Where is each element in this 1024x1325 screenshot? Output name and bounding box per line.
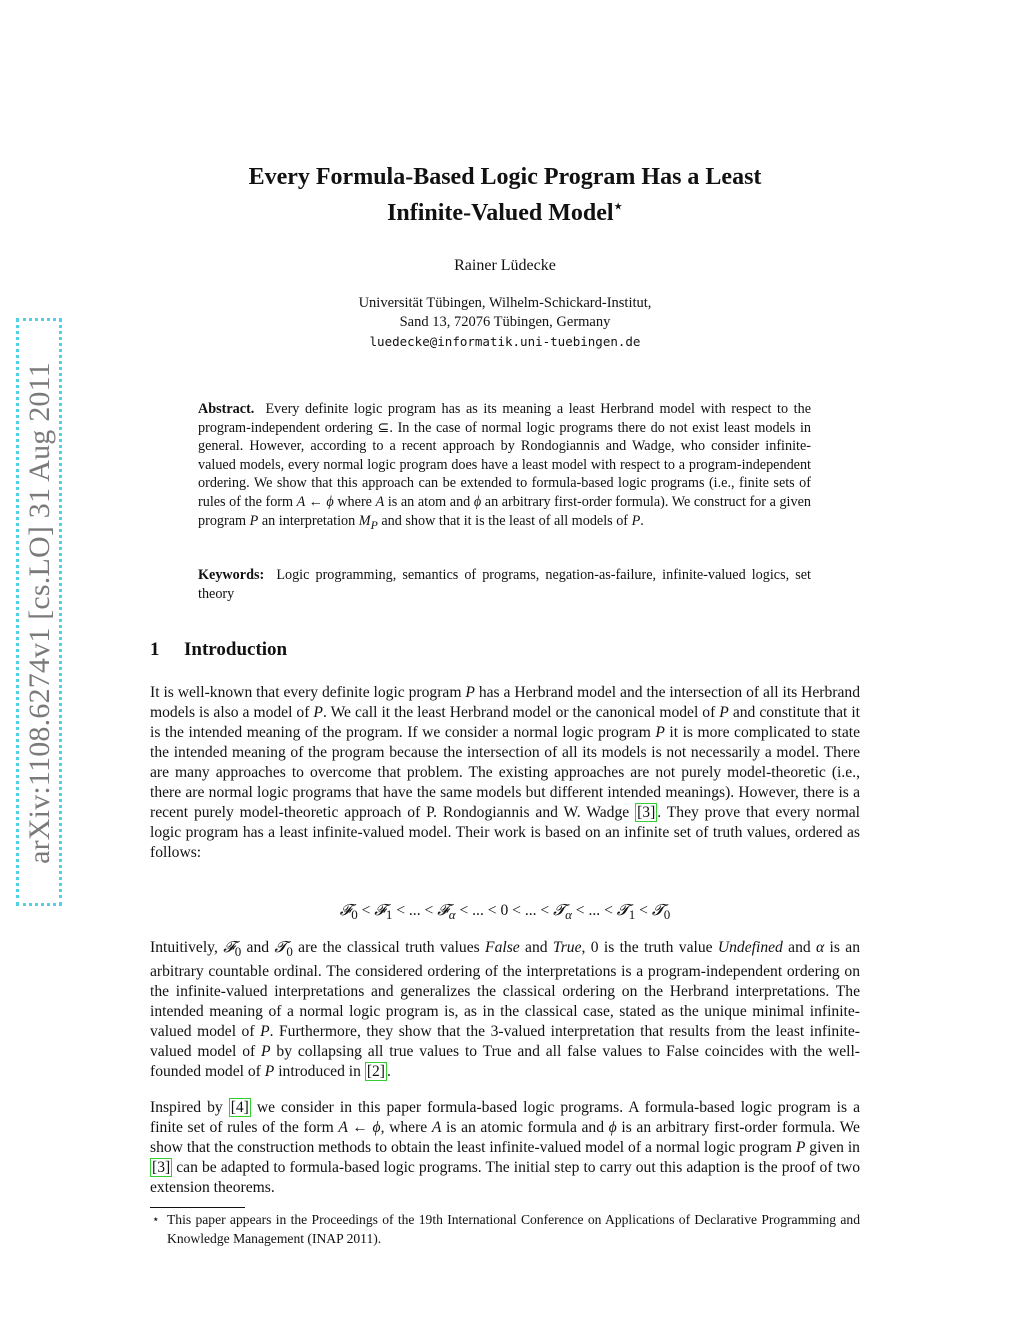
p3-math-formula: ϕ <box>608 1119 617 1136</box>
t-zero: 𝓣 <box>651 902 664 919</box>
t-alpha: 𝓣 <box>553 902 566 919</box>
citation-link[interactable]: [2] <box>366 1063 385 1081</box>
p1-text-6: . They prove that every normal logic program has a least infinite-valued model. Their work is based on an infinite set of truth values, ordered as follows: <box>150 804 860 861</box>
dots-2: ... <box>472 902 484 919</box>
abstract-math-formula: ϕ <box>473 493 482 510</box>
p2-text-11: . <box>387 1063 391 1081</box>
p2-text-4: and <box>519 939 553 956</box>
intro-paragraph-3 <box>150 1098 860 1198</box>
t-zero-sub: 0 <box>663 907 671 923</box>
arxiv-identifier[interactable]: arXiv:1108.6274v1 [cs.LO] 31 Aug 2011 <box>23 362 56 864</box>
p1-math-3: P <box>719 704 729 721</box>
p2-text-1: Intuitively, <box>150 939 224 956</box>
abstract-text-6: and show that it is the least of all models of <box>377 512 632 529</box>
keywords-label: Keywords: <box>198 567 265 583</box>
lt-8: < <box>571 902 589 919</box>
p2-math-alpha: α <box>816 939 825 956</box>
p2-text-5: , 0 is the truth value <box>581 939 718 956</box>
footnote-text: This paper appears in the Proceedings of the 19th International Conference on Applications of Declarative Programming and Knowledge Management (INAP 2011). <box>167 1212 860 1246</box>
abstract-math-program-2: P <box>631 512 641 529</box>
abstract-text-4: an arbitrary first-order formula). We construct for a given program <box>198 493 811 529</box>
f-one: 𝓕 <box>374 902 386 919</box>
dots-4: ... <box>588 902 601 919</box>
p3-text-7: can be adapted to formula-based logic programs. The initial step to carry out this adaption is the proof of two extension theorems. <box>150 1159 860 1196</box>
section-title: Introduction <box>184 639 288 660</box>
zero-value: 0 <box>500 902 509 919</box>
footnote-rule <box>150 1207 245 1208</box>
p2-text-8: . Furthermore, they show that the 3-valued interpretation that results from the least infinite-valued model of <box>150 1023 860 1061</box>
t-alpha-sub: α <box>565 907 572 923</box>
abstract-text-5: an interpretation <box>258 512 359 529</box>
p2-emph-false: False <box>485 939 520 956</box>
p2-math-f: 𝓕 <box>223 939 235 956</box>
f-zero-sub: 0 <box>351 907 358 923</box>
affiliation-line-1: Universität Tübingen, Wilhelm-Schickard-Institut, <box>358 295 652 311</box>
p2-text-2: and <box>241 939 275 956</box>
p3-text-4: is an atomic formula and <box>441 1119 609 1136</box>
t-one: 𝓣 <box>616 902 629 919</box>
p3-text-2: we consider in this paper formula-based logic programs. A formula-based logic program is a finite set of rules of the form <box>150 1099 860 1136</box>
author-name: Rainer Lüdecke <box>454 257 556 274</box>
p3-text-3: , where <box>380 1119 432 1136</box>
citation-link[interactable]: [4] <box>230 1099 249 1116</box>
dots-1: ... <box>408 902 421 919</box>
p2-math-t-sub: 0 <box>286 944 293 960</box>
section-number: 1 <box>150 639 160 660</box>
abstract-text-7: . <box>640 512 644 529</box>
p2-text-6: and <box>782 939 817 956</box>
p2-math-t: 𝓣 <box>274 939 287 956</box>
abstract-math-interpretation: M <box>358 512 371 529</box>
author-email[interactable]: luedecke@informatik.uni-tuebingen.de <box>369 334 641 349</box>
title-footnote-mark[interactable]: ⋆ <box>613 199 623 215</box>
truth-value-ordering <box>150 900 860 926</box>
p2-emph-true: True <box>552 939 582 956</box>
p2-math-p-3: P <box>264 1063 275 1081</box>
keywords-text: Logic programming, semantics of programs, negation-as-failure, infinite-valued logics, set theory <box>198 567 811 602</box>
lt-3: < <box>420 902 438 919</box>
lt-5: < <box>483 902 501 919</box>
lt-7: < <box>536 902 554 919</box>
intro-paragraph-2 <box>150 938 860 1082</box>
abstract-math-interpretation-sub: P <box>370 517 378 532</box>
p2-math-f-sub: 0 <box>234 944 242 960</box>
intro-paragraph-1 <box>150 683 860 863</box>
paper-title <box>150 162 860 228</box>
f-one-sub: 1 <box>385 907 393 923</box>
footnote <box>150 1211 860 1248</box>
section-heading <box>150 638 860 662</box>
lt-2: < <box>392 902 409 919</box>
p3-text-6: given in <box>805 1139 860 1156</box>
abstract-math-program: P <box>249 512 259 529</box>
p1-math-4: P <box>655 724 665 741</box>
f-alpha: 𝓕 <box>437 902 449 919</box>
p2-text-3: are the classical truth values <box>292 939 486 956</box>
t-one-sub: 1 <box>628 907 636 923</box>
p1-math-1: P <box>465 684 475 701</box>
p1-text-5: it is more complicated to state the intended meaning of the program because the intersection of all its models is not necessarily a model. There are many approaches to overcome that problem. The existing approaches are not purely model-theoretic (i.e., there are normal logic programs that have the same models but different intended meanings). However, there is a recent purely model-theoretic approach of P. Rondogiannis and W. Wadge <box>150 724 860 821</box>
lt-10: < <box>635 902 652 919</box>
p2-math-p-2: P <box>261 1043 271 1061</box>
abstract-label: Abstract. <box>198 401 255 417</box>
p2-math-p-1: P <box>260 1023 270 1041</box>
abstract-math-rule: A ← ϕ <box>296 493 334 510</box>
lt-4: < <box>455 902 473 919</box>
p1-text-3: . We call it the least Herbrand model or the canonical model of <box>322 704 720 721</box>
p2-emph-undefined: Undefined <box>717 939 783 956</box>
p1-text-2: has a Herbrand model and the intersection of all its Herbrand models is also a model of <box>150 684 861 721</box>
f-zero: 𝓕 <box>339 902 352 919</box>
p3-math-program: P <box>795 1139 806 1156</box>
lt-6: < <box>508 902 525 919</box>
p1-text-1: It is well-known that every definite logic program <box>150 684 466 701</box>
p3-text-1: Inspired by <box>150 1099 229 1116</box>
p1-text-4: and constitute that it is the intended meaning of the program. If we consider a normal logic program <box>150 704 860 741</box>
abstract-text-2: where <box>333 493 376 510</box>
dots-3: ... <box>524 902 537 919</box>
keywords <box>198 566 811 603</box>
p1-math-2: P <box>313 704 323 721</box>
affiliation-line-2: Sand 13, 72076 Tübingen, Germany <box>399 314 611 330</box>
abstract <box>198 400 811 534</box>
p3-math-atom: A <box>431 1119 442 1136</box>
lt-9: < <box>600 902 617 919</box>
f-alpha-sub: α <box>448 907 456 923</box>
citation-link[interactable]: [3] <box>637 804 656 821</box>
title-line-2: Infinite-Valued Model <box>387 200 614 226</box>
title-line-1: Every Formula-Based Logic Program Has a Least <box>248 164 762 190</box>
p2-text-10: introduced in <box>274 1063 365 1081</box>
abstract-math-atom: A <box>375 493 385 510</box>
p3-text-5: is an arbitrary first-order formula. We show that the construction methods to obtain the least infinite-valued model of a normal logic program <box>150 1119 860 1156</box>
citation-link[interactable]: [3] <box>152 1159 171 1176</box>
p3-math-rule: A ← ϕ <box>338 1119 381 1136</box>
p2-text-7: is an arbitrary countable ordinal. The considered ordering of the interpretations is a program-independent ordering on the infinite-valued interpretations and generalizes the classical ordering on the Herbrand interpretations. The intended meaning of a normal logic program is, as in the classical case, stated as the unique minimal infinite-valued model of <box>150 939 861 1041</box>
abstract-text-3: is an atom and <box>384 493 474 510</box>
affiliation <box>150 294 860 351</box>
abstract-text-1: Every definite logic program has as its meaning a least Herbrand model with respect to the program-independent ordering ⊆. In the case of normal logic programs there do not exist least models in general. However, according to a recent approach by Rondogiannis and Wadge, who consider infinite-valued models, every normal logic program does have a least model with respect to a program-independent ordering. We show that this approach can be extended to formula-based logic programs (i.e., finite sets of rules of the form <box>198 401 812 510</box>
lt-1: < <box>357 902 375 919</box>
p2-text-9: by collapsing all true values to True and all false values to False coincides with the well-founded model of <box>150 1043 860 1081</box>
footnote-mark: ⋆ <box>152 1212 160 1226</box>
